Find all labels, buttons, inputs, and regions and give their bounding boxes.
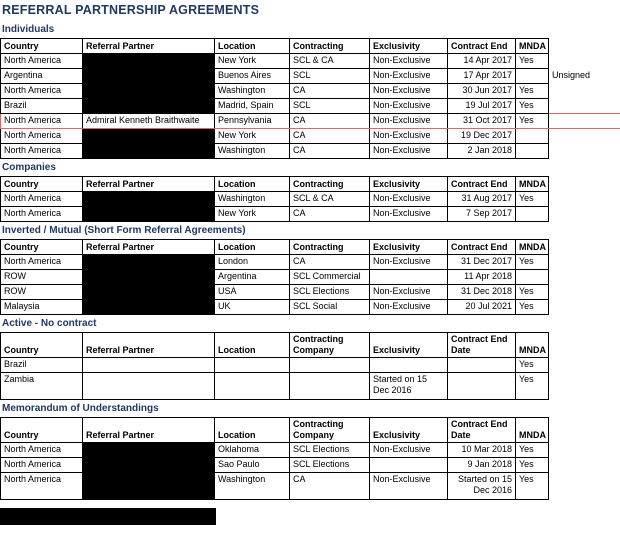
col-country: Country bbox=[1, 39, 83, 54]
cell-mnda: Yes bbox=[516, 84, 549, 99]
cell-mnda bbox=[516, 69, 549, 84]
cell-contract-end-date: Started on 15 Dec 2016 bbox=[448, 473, 516, 500]
col-extra bbox=[549, 177, 620, 192]
col-location: Location bbox=[215, 333, 290, 358]
cell-contract-end-date bbox=[448, 358, 516, 373]
cell-referral-partner bbox=[83, 192, 215, 207]
table-header-row bbox=[1, 333, 620, 358]
col-mnda: MNDA bbox=[516, 240, 549, 255]
table-row bbox=[1, 270, 620, 285]
cell-referral-partner bbox=[83, 443, 215, 458]
cell-exclusivity: Non-Exclusive bbox=[370, 207, 448, 222]
col-contract-end: Contract End bbox=[448, 240, 516, 255]
cell-exclusivity: Non-Exclusive bbox=[370, 443, 448, 458]
col-mnda: MNDA bbox=[516, 39, 549, 54]
cell-exclusivity: Non-Exclusive bbox=[370, 84, 448, 99]
redacted-footer-block bbox=[0, 508, 216, 525]
table-inverted-mutual bbox=[0, 239, 620, 315]
cell-mnda: Yes bbox=[516, 114, 549, 129]
table-memorandum-of-understandings bbox=[0, 417, 620, 500]
cell-country: Brazil bbox=[1, 99, 83, 114]
col-referral-partner: Referral Partner bbox=[83, 39, 215, 54]
cell-contracting-company: SCL Elections bbox=[290, 443, 370, 458]
section-title-companies: Companies bbox=[2, 162, 56, 173]
cell-country: Malaysia bbox=[1, 300, 83, 315]
cell-contracting: SCL Elections bbox=[290, 285, 370, 300]
col-contracting-company: Contracting Company bbox=[290, 418, 370, 443]
cell-location: Sao Paulo bbox=[215, 458, 290, 473]
cell-country: North America bbox=[1, 129, 83, 144]
cell-exclusivity: Non-Exclusive bbox=[370, 300, 448, 315]
cell-location: UK bbox=[215, 300, 290, 315]
cell-location: Washington bbox=[215, 84, 290, 99]
cell-country: North America bbox=[1, 443, 83, 458]
cell-contract-end-date bbox=[448, 373, 516, 400]
cell-referral-partner bbox=[83, 99, 215, 114]
table-row-highlighted bbox=[1, 114, 620, 129]
table-row bbox=[1, 69, 620, 84]
col-location: Location bbox=[215, 39, 290, 54]
col-exclusivity: Exclusivity bbox=[370, 418, 448, 443]
cell-note bbox=[549, 300, 620, 315]
table-active-no-contract bbox=[0, 332, 620, 400]
cell-contracting-company: SCL Elections bbox=[290, 458, 370, 473]
cell-contracting: CA bbox=[290, 207, 370, 222]
cell-note bbox=[549, 443, 620, 458]
table-header-row bbox=[1, 418, 620, 443]
col-referral-partner: Referral Partner bbox=[83, 240, 215, 255]
cell-contract-end: 20 Jul 2021 bbox=[448, 300, 516, 315]
cell-note bbox=[549, 473, 620, 500]
table-row bbox=[1, 99, 620, 114]
col-mnda: MNDA bbox=[516, 333, 549, 358]
col-contracting: Contracting bbox=[290, 177, 370, 192]
cell-exclusivity: Non-Exclusive bbox=[370, 144, 448, 159]
cell-mnda: Yes bbox=[516, 443, 549, 458]
cell-location: Buenos Aires bbox=[215, 69, 290, 84]
cell-location: Washington bbox=[215, 192, 290, 207]
cell-location: New York bbox=[215, 129, 290, 144]
cell-contract-end: 19 Jul 2017 bbox=[448, 99, 516, 114]
table-companies bbox=[0, 176, 620, 222]
col-mnda: MNDA bbox=[516, 418, 549, 443]
cell-country: North America bbox=[1, 473, 83, 500]
col-country: Country bbox=[1, 240, 83, 255]
col-contract-end-date: Contract End Date bbox=[448, 333, 516, 358]
cell-contract-end-date: 9 Jan 2018 bbox=[448, 458, 516, 473]
cell-referral-partner bbox=[83, 144, 215, 159]
cell-note bbox=[549, 129, 620, 144]
cell-country: Argentina bbox=[1, 69, 83, 84]
cell-country: ROW bbox=[1, 285, 83, 300]
cell-referral-partner bbox=[83, 84, 215, 99]
col-contract-end: Contract End bbox=[448, 177, 516, 192]
cell-location: Madrid, Spain bbox=[215, 99, 290, 114]
cell-referral-partner bbox=[83, 255, 215, 270]
table-row bbox=[1, 207, 620, 222]
col-referral-partner: Referral Partner bbox=[83, 177, 215, 192]
cell-exclusivity: Non-Exclusive bbox=[370, 54, 448, 69]
cell-contract-end-date: 10 Mar 2018 bbox=[448, 443, 516, 458]
cell-contract-end: 11 Apr 2018 bbox=[448, 270, 516, 285]
section-title-active-no-contract: Active - No contract bbox=[2, 318, 97, 329]
cell-referral-partner bbox=[83, 373, 215, 400]
cell-exclusivity: Non-Exclusive bbox=[370, 129, 448, 144]
cell-mnda: Yes bbox=[516, 54, 549, 69]
cell-exclusivity: Non-Exclusive bbox=[370, 99, 448, 114]
cell-mnda bbox=[516, 270, 549, 285]
cell-mnda: Yes bbox=[516, 255, 549, 270]
cell-mnda bbox=[516, 207, 549, 222]
cell-referral-partner bbox=[83, 207, 215, 222]
table-row bbox=[1, 54, 620, 69]
table-row bbox=[1, 144, 620, 159]
table-row bbox=[1, 192, 620, 207]
table-row bbox=[1, 300, 620, 315]
col-location: Location bbox=[215, 240, 290, 255]
cell-note bbox=[549, 285, 620, 300]
cell-location: New York bbox=[215, 54, 290, 69]
cell-contract-end: 14 Apr 2017 bbox=[448, 54, 516, 69]
table-row bbox=[1, 84, 620, 99]
table-row bbox=[1, 129, 620, 144]
cell-note bbox=[549, 255, 620, 270]
cell-exclusivity: Non-Exclusive bbox=[370, 255, 448, 270]
section-title-individuals: Individuals bbox=[2, 24, 55, 35]
table-header-row bbox=[1, 39, 620, 54]
cell-location: Oklahoma bbox=[215, 443, 290, 458]
col-extra bbox=[549, 418, 620, 443]
cell-country: North America bbox=[1, 144, 83, 159]
cell-referral-partner bbox=[83, 285, 215, 300]
cell-mnda: Yes bbox=[516, 99, 549, 114]
cell-contracting-company bbox=[290, 358, 370, 373]
col-extra bbox=[549, 240, 620, 255]
cell-exclusivity: Non-Exclusive bbox=[370, 285, 448, 300]
col-exclusivity: Exclusivity bbox=[370, 39, 448, 54]
cell-country: North America bbox=[1, 458, 83, 473]
cell-contract-end: 19 Dec 2017 bbox=[448, 129, 516, 144]
col-contracting-company: Contracting Company bbox=[290, 333, 370, 358]
cell-contracting-company bbox=[290, 373, 370, 400]
cell-country: North America bbox=[1, 207, 83, 222]
cell-contract-end: 7 Sep 2017 bbox=[448, 207, 516, 222]
cell-note bbox=[549, 458, 620, 473]
col-contract-end: Contract End bbox=[448, 39, 516, 54]
table-row bbox=[1, 473, 620, 500]
cell-referral-partner: Admiral Kenneth Braithwaite bbox=[83, 114, 215, 129]
cell-contracting: SCL & CA bbox=[290, 54, 370, 69]
cell-country: Zambia bbox=[1, 373, 83, 400]
page-title: REFERRAL PARTNERSHIP AGREEMENTS bbox=[2, 3, 260, 17]
cell-exclusivity: Started on 15 Dec 2016 bbox=[370, 373, 448, 400]
cell-contracting: CA bbox=[290, 144, 370, 159]
cell-note bbox=[549, 99, 620, 114]
cell-exclusivity: Non-Exclusive bbox=[370, 473, 448, 500]
table-header-row bbox=[1, 177, 620, 192]
cell-referral-partner bbox=[83, 129, 215, 144]
cell-location bbox=[215, 373, 290, 400]
cell-location: London bbox=[215, 255, 290, 270]
table-row bbox=[1, 285, 620, 300]
cell-location: Argentina bbox=[215, 270, 290, 285]
cell-note bbox=[549, 358, 620, 373]
table-row bbox=[1, 358, 620, 373]
cell-referral-partner bbox=[83, 473, 215, 500]
cell-exclusivity bbox=[370, 270, 448, 285]
cell-exclusivity: Non-Exclusive bbox=[370, 69, 448, 84]
col-contracting: Contracting bbox=[290, 240, 370, 255]
cell-country: North America bbox=[1, 54, 83, 69]
cell-mnda bbox=[516, 144, 549, 159]
col-exclusivity: Exclusivity bbox=[370, 333, 448, 358]
cell-contracting: SCL bbox=[290, 99, 370, 114]
col-country: Country bbox=[1, 177, 83, 192]
cell-country: North America bbox=[1, 255, 83, 270]
section-title-inverted-mutual: Inverted / Mutual (Short Form Referral Agreements) bbox=[2, 225, 246, 236]
col-extra bbox=[549, 333, 620, 358]
cell-country: North America bbox=[1, 84, 83, 99]
cell-contracting: CA bbox=[290, 129, 370, 144]
cell-note bbox=[549, 54, 620, 69]
col-location: Location bbox=[215, 418, 290, 443]
table-row bbox=[1, 443, 620, 458]
cell-note bbox=[549, 207, 620, 222]
col-country: Country bbox=[1, 418, 83, 443]
cell-location: New York bbox=[215, 207, 290, 222]
cell-country: ROW bbox=[1, 270, 83, 285]
table-individuals bbox=[0, 38, 620, 159]
cell-mnda: Yes bbox=[516, 192, 549, 207]
cell-note bbox=[549, 114, 620, 129]
cell-note bbox=[549, 373, 620, 400]
cell-contract-end: 2 Jan 2018 bbox=[448, 144, 516, 159]
cell-contracting: CA bbox=[290, 84, 370, 99]
section-title-memorandum-of-understandings: Memorandum of Understandings bbox=[2, 403, 159, 414]
cell-contract-end: 30 Jun 2017 bbox=[448, 84, 516, 99]
cell-exclusivity: Non-Exclusive bbox=[370, 114, 448, 129]
cell-note bbox=[549, 144, 620, 159]
cell-contracting: SCL Commercial bbox=[290, 270, 370, 285]
cell-contract-end: 17 Apr 2017 bbox=[448, 69, 516, 84]
table-header-row bbox=[1, 240, 620, 255]
table-row bbox=[1, 255, 620, 270]
col-contract-end-date: Contract End Date bbox=[448, 418, 516, 443]
col-country: Country bbox=[1, 333, 83, 358]
cell-referral-partner bbox=[83, 270, 215, 285]
cell-contract-end: 31 Oct 2017 bbox=[448, 114, 516, 129]
cell-mnda: Yes bbox=[516, 473, 549, 500]
cell-location: Pennsylvania bbox=[215, 114, 290, 129]
cell-location: USA bbox=[215, 285, 290, 300]
col-referral-partner: Referral Partner bbox=[83, 418, 215, 443]
cell-contract-end: 31 Dec 2018 bbox=[448, 285, 516, 300]
cell-country: Brazil bbox=[1, 358, 83, 373]
cell-contract-end: 31 Dec 2017 bbox=[448, 255, 516, 270]
cell-mnda: Yes bbox=[516, 300, 549, 315]
cell-exclusivity: Non-Exclusive bbox=[370, 192, 448, 207]
cell-mnda: Yes bbox=[516, 458, 549, 473]
cell-contracting-company: CA bbox=[290, 473, 370, 500]
cell-referral-partner bbox=[83, 300, 215, 315]
cell-note bbox=[549, 84, 620, 99]
cell-location: Washington bbox=[215, 144, 290, 159]
cell-mnda: Yes bbox=[516, 373, 549, 400]
cell-note bbox=[549, 192, 620, 207]
col-extra bbox=[549, 39, 620, 54]
cell-location bbox=[215, 358, 290, 373]
cell-note bbox=[549, 270, 620, 285]
col-mnda: MNDA bbox=[516, 177, 549, 192]
cell-location: Washington bbox=[215, 473, 290, 500]
table-row bbox=[1, 373, 620, 400]
cell-country: North America bbox=[1, 192, 83, 207]
cell-mnda: Yes bbox=[516, 285, 549, 300]
cell-contracting: SCL Social bbox=[290, 300, 370, 315]
col-exclusivity: Exclusivity bbox=[370, 177, 448, 192]
cell-contract-end: 31 Aug 2017 bbox=[448, 192, 516, 207]
col-location: Location bbox=[215, 177, 290, 192]
cell-contracting: SCL bbox=[290, 69, 370, 84]
cell-referral-partner bbox=[83, 54, 215, 69]
col-referral-partner: Referral Partner bbox=[83, 333, 215, 358]
cell-mnda: Yes bbox=[516, 358, 549, 373]
cell-referral-partner bbox=[83, 358, 215, 373]
col-contracting: Contracting bbox=[290, 39, 370, 54]
cell-referral-partner bbox=[83, 69, 215, 84]
cell-referral-partner bbox=[83, 458, 215, 473]
cell-exclusivity bbox=[370, 458, 448, 473]
cell-exclusivity bbox=[370, 358, 448, 373]
cell-contracting: SCL & CA bbox=[290, 192, 370, 207]
cell-country: North America bbox=[1, 114, 83, 129]
cell-contracting: CA bbox=[290, 114, 370, 129]
table-row bbox=[1, 458, 620, 473]
cell-contracting: CA bbox=[290, 255, 370, 270]
cell-note: Unsigned bbox=[552, 69, 591, 80]
cell-mnda bbox=[516, 129, 549, 144]
col-exclusivity: Exclusivity bbox=[370, 240, 448, 255]
